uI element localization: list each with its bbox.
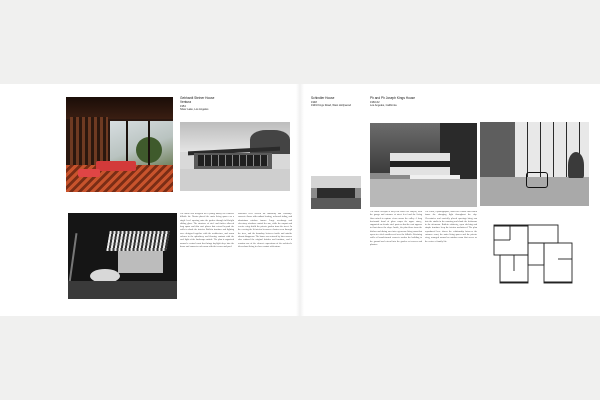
main-caption: [370, 97, 440, 108]
left-page: [0, 84, 300, 316]
roof-slats: [106, 231, 170, 251]
body-text-column: The house was designed for a young family on a narrow hillside lot. Neutra placed the main living spaces on a single level opening onto the garden through full-height sliding glass. The structure of steel and timber allowed long spans and thin roof planes that extend beyond the walls to shade the interior. Built-in furniture and lighting were designed together with the architecture, and warm colours in the upholstery and flooring contrast with the cool light of the landscape outside. The plan is organised around a central court that brings daylight deep into the house and connects each room with the terrace and pool.: [180, 213, 234, 248]
caption-line: 1949 Kings Road, West Hollywood: [311, 104, 351, 108]
left-caption: [180, 97, 240, 112]
window-band: [390, 161, 450, 167]
red-sofa: [96, 161, 136, 171]
caption-title: Ph and Ph Joseph Kings House: [370, 96, 416, 100]
lit-interior: [118, 251, 163, 273]
red-ottoman: [78, 169, 100, 177]
caption-line: Silver Lake, Los Angeles: [180, 108, 209, 112]
caption-line: 1960-62: [370, 100, 380, 104]
potted-plant: [568, 152, 584, 178]
book-spread: [0, 84, 600, 316]
driveway: [370, 179, 477, 207]
right-page: [300, 84, 600, 316]
caption-line: Los Angeles, California: [370, 104, 397, 108]
window-mullion: [148, 121, 150, 167]
sky: [311, 176, 361, 188]
caption-subtitle: Ventura: [180, 99, 191, 104]
ground: [180, 169, 290, 191]
ground: [68, 281, 177, 299]
body-text-column: The house occupies a steep site above the canyon, with the garage and entrance at street level and the living floor raised to capture views across the valley. A long horizontal band of glass wraps the upper storey, supported on slender steel posts so that the roof appears to float above the slope. Inside, the plan flows from the kitchen and dining area into a generous living room that opens to a deck cantilevered over the hillside. Retaining walls of board-formed concrete anchor the building to the ground and extend into the garden as terraces and planters.: [370, 211, 422, 246]
small-caption: [311, 97, 366, 108]
glass-facade: [198, 155, 268, 166]
floor-plan-drawing: [480, 211, 589, 298]
caption-title: Schindler House: [311, 96, 335, 100]
hillside-house-photo: [370, 123, 477, 207]
tree-trunk: [69, 233, 78, 283]
interior-living-photo: [480, 122, 589, 206]
ceiling: [66, 97, 173, 119]
night-exterior-photo: [68, 213, 177, 299]
interior-photo-red-furniture: [66, 97, 173, 192]
caption-title: Gebhardt Steiner House: [180, 96, 215, 100]
body-text-column: The client, a photographer, asked for a house that would frame the changing light throughout the day. Clerestories and carefully placed openings bring sun into the studio in the morning and shade the bedrooms in the afternoon. Built-in cabinetry, open shelving and simple furniture keep the interior uncluttered. The plan reproduced here shows the relationship between the entrance court, the main living spaces and the private wing, arranged around an outdoor room that serves as the centre of family life.: [425, 211, 477, 243]
body-text-column: Materials were chosen for durability and economy: concrete floors with radiant heating, redwood siding, and aluminium window frames. Large overhangs and clerestory windows control the sun, while the carport and service wing shield the private garden from the street. In the evening the lit interior becomes a lantern seen through the trees, and the boundary between inside and outside almost disappears. The house was restored by later owners who retained the original finishes and furniture, and it remains one of the clearest expressions of the architect's ideas about living in close contact with nature.: [238, 213, 292, 248]
house: [317, 188, 355, 198]
floor-plan-svg: [480, 211, 589, 298]
caption-line: 1948: [311, 100, 317, 104]
lounge-chair: [526, 172, 548, 188]
small-house-photo: [311, 176, 361, 209]
lawn: [311, 198, 361, 209]
house-exterior-photo: [180, 122, 290, 191]
caption-line: 1954: [180, 104, 186, 108]
